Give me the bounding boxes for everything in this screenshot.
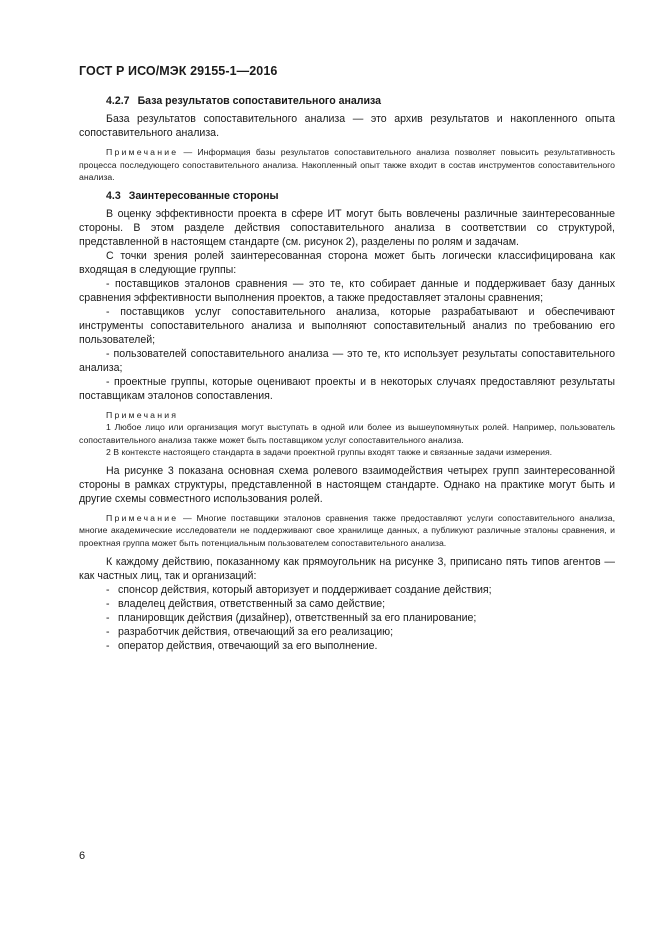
paragraph: База результатов сопоставительного анализа — это архив результатов и накопленного опыта сопоставительного анализа. xyxy=(79,113,615,139)
list-item: - поставщиков эталонов сравнения — это те, кто собирает данные и поддерживает базу данных сравнения эффективности выполнения проектов, а также предоставляет эталоны сравнения; xyxy=(79,277,615,304)
note-item: 1 Любое лицо или организация могут выступать в одной или более из вышеупомянутых ролей. Например, пользователь сопоставительного анализа также может быть поставщиком услуг сопоставительного анализа. xyxy=(79,422,615,445)
paragraph: К каждому действию, показанному как прямоугольник на рисунке 3, приписано пять типов агентов — как частных лиц, так и организаций: xyxy=(79,556,615,582)
page-content xyxy=(79,94,615,653)
list-item: - спонсор действия, который авторизует и поддерживает создание действия; xyxy=(106,584,492,596)
note xyxy=(79,512,615,550)
note-item: 2 В контексте настоящего стандарта в задачи проектной группы входят также и связанные задачи измерения. xyxy=(106,447,553,457)
note-label: Примечание xyxy=(106,512,179,523)
agents-list xyxy=(79,583,615,653)
paragraph: В оценку эффективности проекта в сфере ИТ могут быть вовлечены различные заинтересованные стороны. В этом разделе действия сопоставительного анализа в соответствии со структурой, представленной в настоящем стандарте (см. рисунок 2), разделены по ролям и задачам. xyxy=(79,207,615,248)
list-item: - пользователей сопоставительного анализа — это те, кто использует результаты сопоставительного анализа; xyxy=(79,347,615,374)
section-title: База результатов сопоставительного анализа xyxy=(137,95,382,107)
list-item: - оператор действия, отвечающий за его выполнение. xyxy=(106,640,378,652)
list-item: - поставщиков услуг сопоставительного анализа, которые разрабатывают и обеспечивают инструменты сопоставительного анализа и выполняют сопоставительный анализ по требованию его пользователей; xyxy=(79,305,615,346)
document-header: ГОСТ Р ИСО/МЭК 29155-1—2016 xyxy=(79,64,278,78)
note-text: — Многие поставщики эталонов сравнения также предоставляют услуги сопоставительного анализа, многие академические исследователи не поддерживают свое хранилище данных, а публикуют различные эталоны сравнения, и проектная группа может быть потенциальным пользователем сопоставительного анализа. xyxy=(79,512,615,548)
list-item: - планировщик действия (дизайнер), ответственный за его планирование; xyxy=(106,612,477,624)
paragraph: С точки зрения ролей заинтересованная сторона может быть логически классифицирована как входящая в следующие группы: xyxy=(79,249,615,276)
section-title: Заинтересованные стороны xyxy=(128,189,279,202)
section-number: 4.3 xyxy=(106,189,121,202)
section-heading-4-2-7 xyxy=(79,94,615,108)
notes-label: Примечания xyxy=(106,409,179,420)
list-item: - разработчик действия, отвечающий за его реализацию; xyxy=(106,626,394,638)
section-number: 4.2.7 xyxy=(106,95,130,107)
section-heading-4-3 xyxy=(79,189,615,203)
list-item: - проектные группы, которые оценивают проекты и в некоторых случаях предоставляют результаты поставщикам эталонов сопоставления. xyxy=(79,375,615,402)
list-item: - владелец действия, ответственный за само действие; xyxy=(106,598,386,610)
paragraph: На рисунке 3 показана основная схема ролевого взаимодействия четырех групп заинтересованной стороны в рамках структуры, представленной в настоящем стандарте. Однако на практике могут быть и другие схемы совместного использования ролей. xyxy=(79,464,615,505)
note-text: — Информация базы результатов сопоставительного анализа позволяет повысить результативность процесса последующего сопоставительного анализа. Накопленный опыт также входит в состав инструментов сопоставительного анализа. xyxy=(79,147,615,182)
page-number: 6 xyxy=(79,850,86,862)
note xyxy=(79,146,615,184)
note-label: Примечание xyxy=(106,147,179,157)
